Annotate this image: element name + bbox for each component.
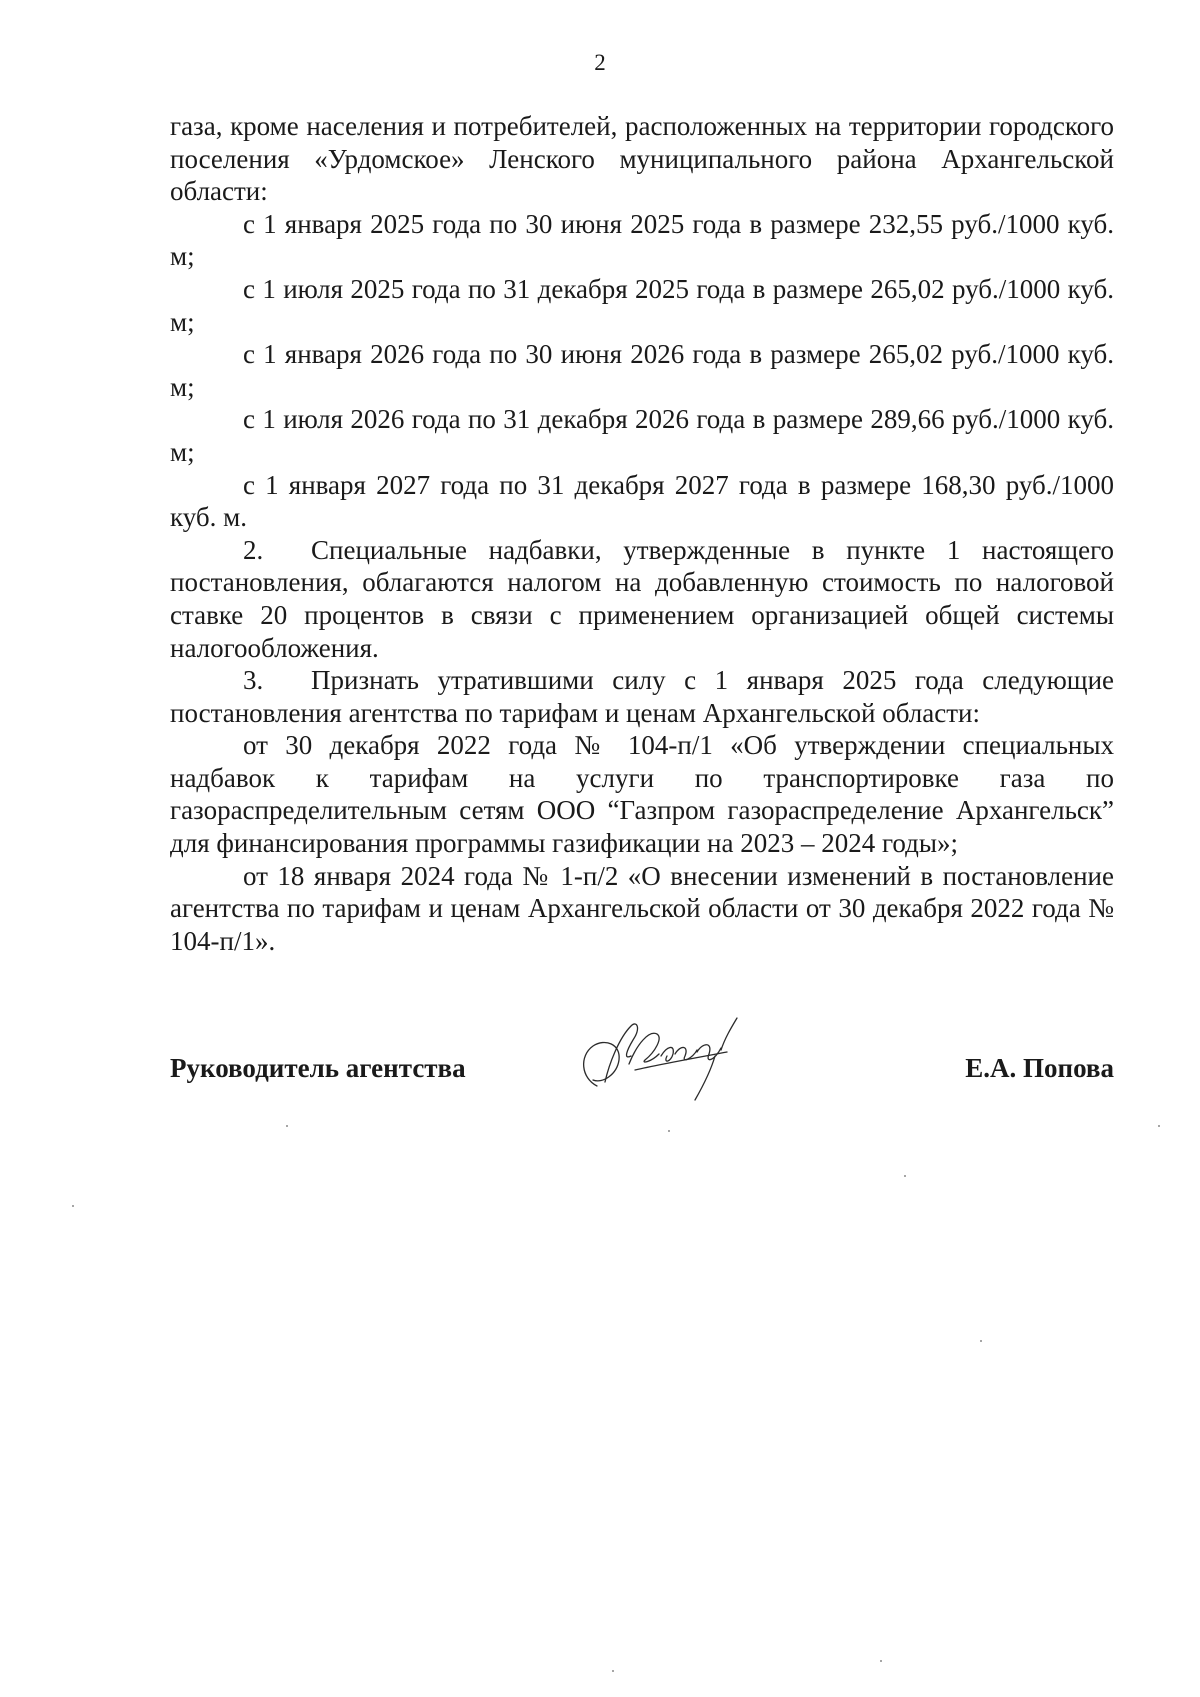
document-body xyxy=(170,110,1114,957)
page-number: 2 xyxy=(594,50,606,75)
signatory-name: Е.А. Попова xyxy=(965,1053,1114,1083)
rate-item: с 1 июля 2026 года по 31 декабря 2026 года в размере 289,66 руб./1000 куб. м; xyxy=(170,404,1114,467)
repealed-resolution: от 18 января 2024 года № 1-п/2 «О внесении изменений в постановление агентства по тарифам и ценам Архангельской области от 30 декабря 2022 года № 104-п/1». xyxy=(170,860,1114,956)
clause-number: 3. xyxy=(243,665,264,696)
clause-text: Признать утратившими силу с 1 января 2025 года следующие постановления агентства по тарифам и ценам Архангельской области: xyxy=(170,665,1114,728)
clause-2 xyxy=(170,534,1114,664)
scan-speck xyxy=(286,1125,288,1127)
scan-speck xyxy=(980,1340,982,1342)
rate-item: с 1 июля 2025 года по 31 декабря 2025 года в размере 265,02 руб./1000 куб. м; xyxy=(170,273,1114,337)
scan-speck xyxy=(1158,1125,1160,1127)
signatory-title: Руководитель агентства xyxy=(170,1053,466,1083)
rate-item: с 1 января 2027 года по 31 декабря 2027 года в размере 168,30 руб./1000 куб. м. xyxy=(170,469,1114,533)
clause-text: Специальные надбавки, утвержденные в пункте 1 настоящего постановления, облагаются налогом на добавленную стоимость по налоговой ставке 20 процентов в связи с применением организацией общей системы налогообложения. xyxy=(170,534,1114,663)
repealed-resolution: от 30 декабря 2022 года № 104-п/1 «Об утверждении специальных надбавок к тарифам на услуги по транспортировке газа по газораспределительным сетям ООО “Газпром газораспределение Архангельск” для финансирования программы газификации на 2023 – 2024 годы»; xyxy=(170,730,1114,859)
clause-number: 2. xyxy=(243,534,264,565)
paragraph-continuation: газа, кроме населения и потребителей, расположенных на территории городского поселения «Урдомское» Ленского муниципального района Архангельской области: xyxy=(170,111,1114,207)
handwritten-signature xyxy=(575,1008,755,1108)
scan-speck xyxy=(880,1660,882,1662)
scan-speck xyxy=(612,1670,614,1672)
scan-speck xyxy=(668,1130,670,1132)
scan-speck xyxy=(72,1205,74,1207)
rate-item: с 1 января 2026 года по 30 июня 2026 года в размере 265,02 руб./1000 куб. м; xyxy=(170,339,1114,402)
scan-speck xyxy=(904,1175,906,1177)
clause-3 xyxy=(170,664,1114,729)
rate-item: с 1 января 2025 года по 30 июня 2025 года в размере 232,55 руб./1000 куб. м; xyxy=(170,208,1114,272)
